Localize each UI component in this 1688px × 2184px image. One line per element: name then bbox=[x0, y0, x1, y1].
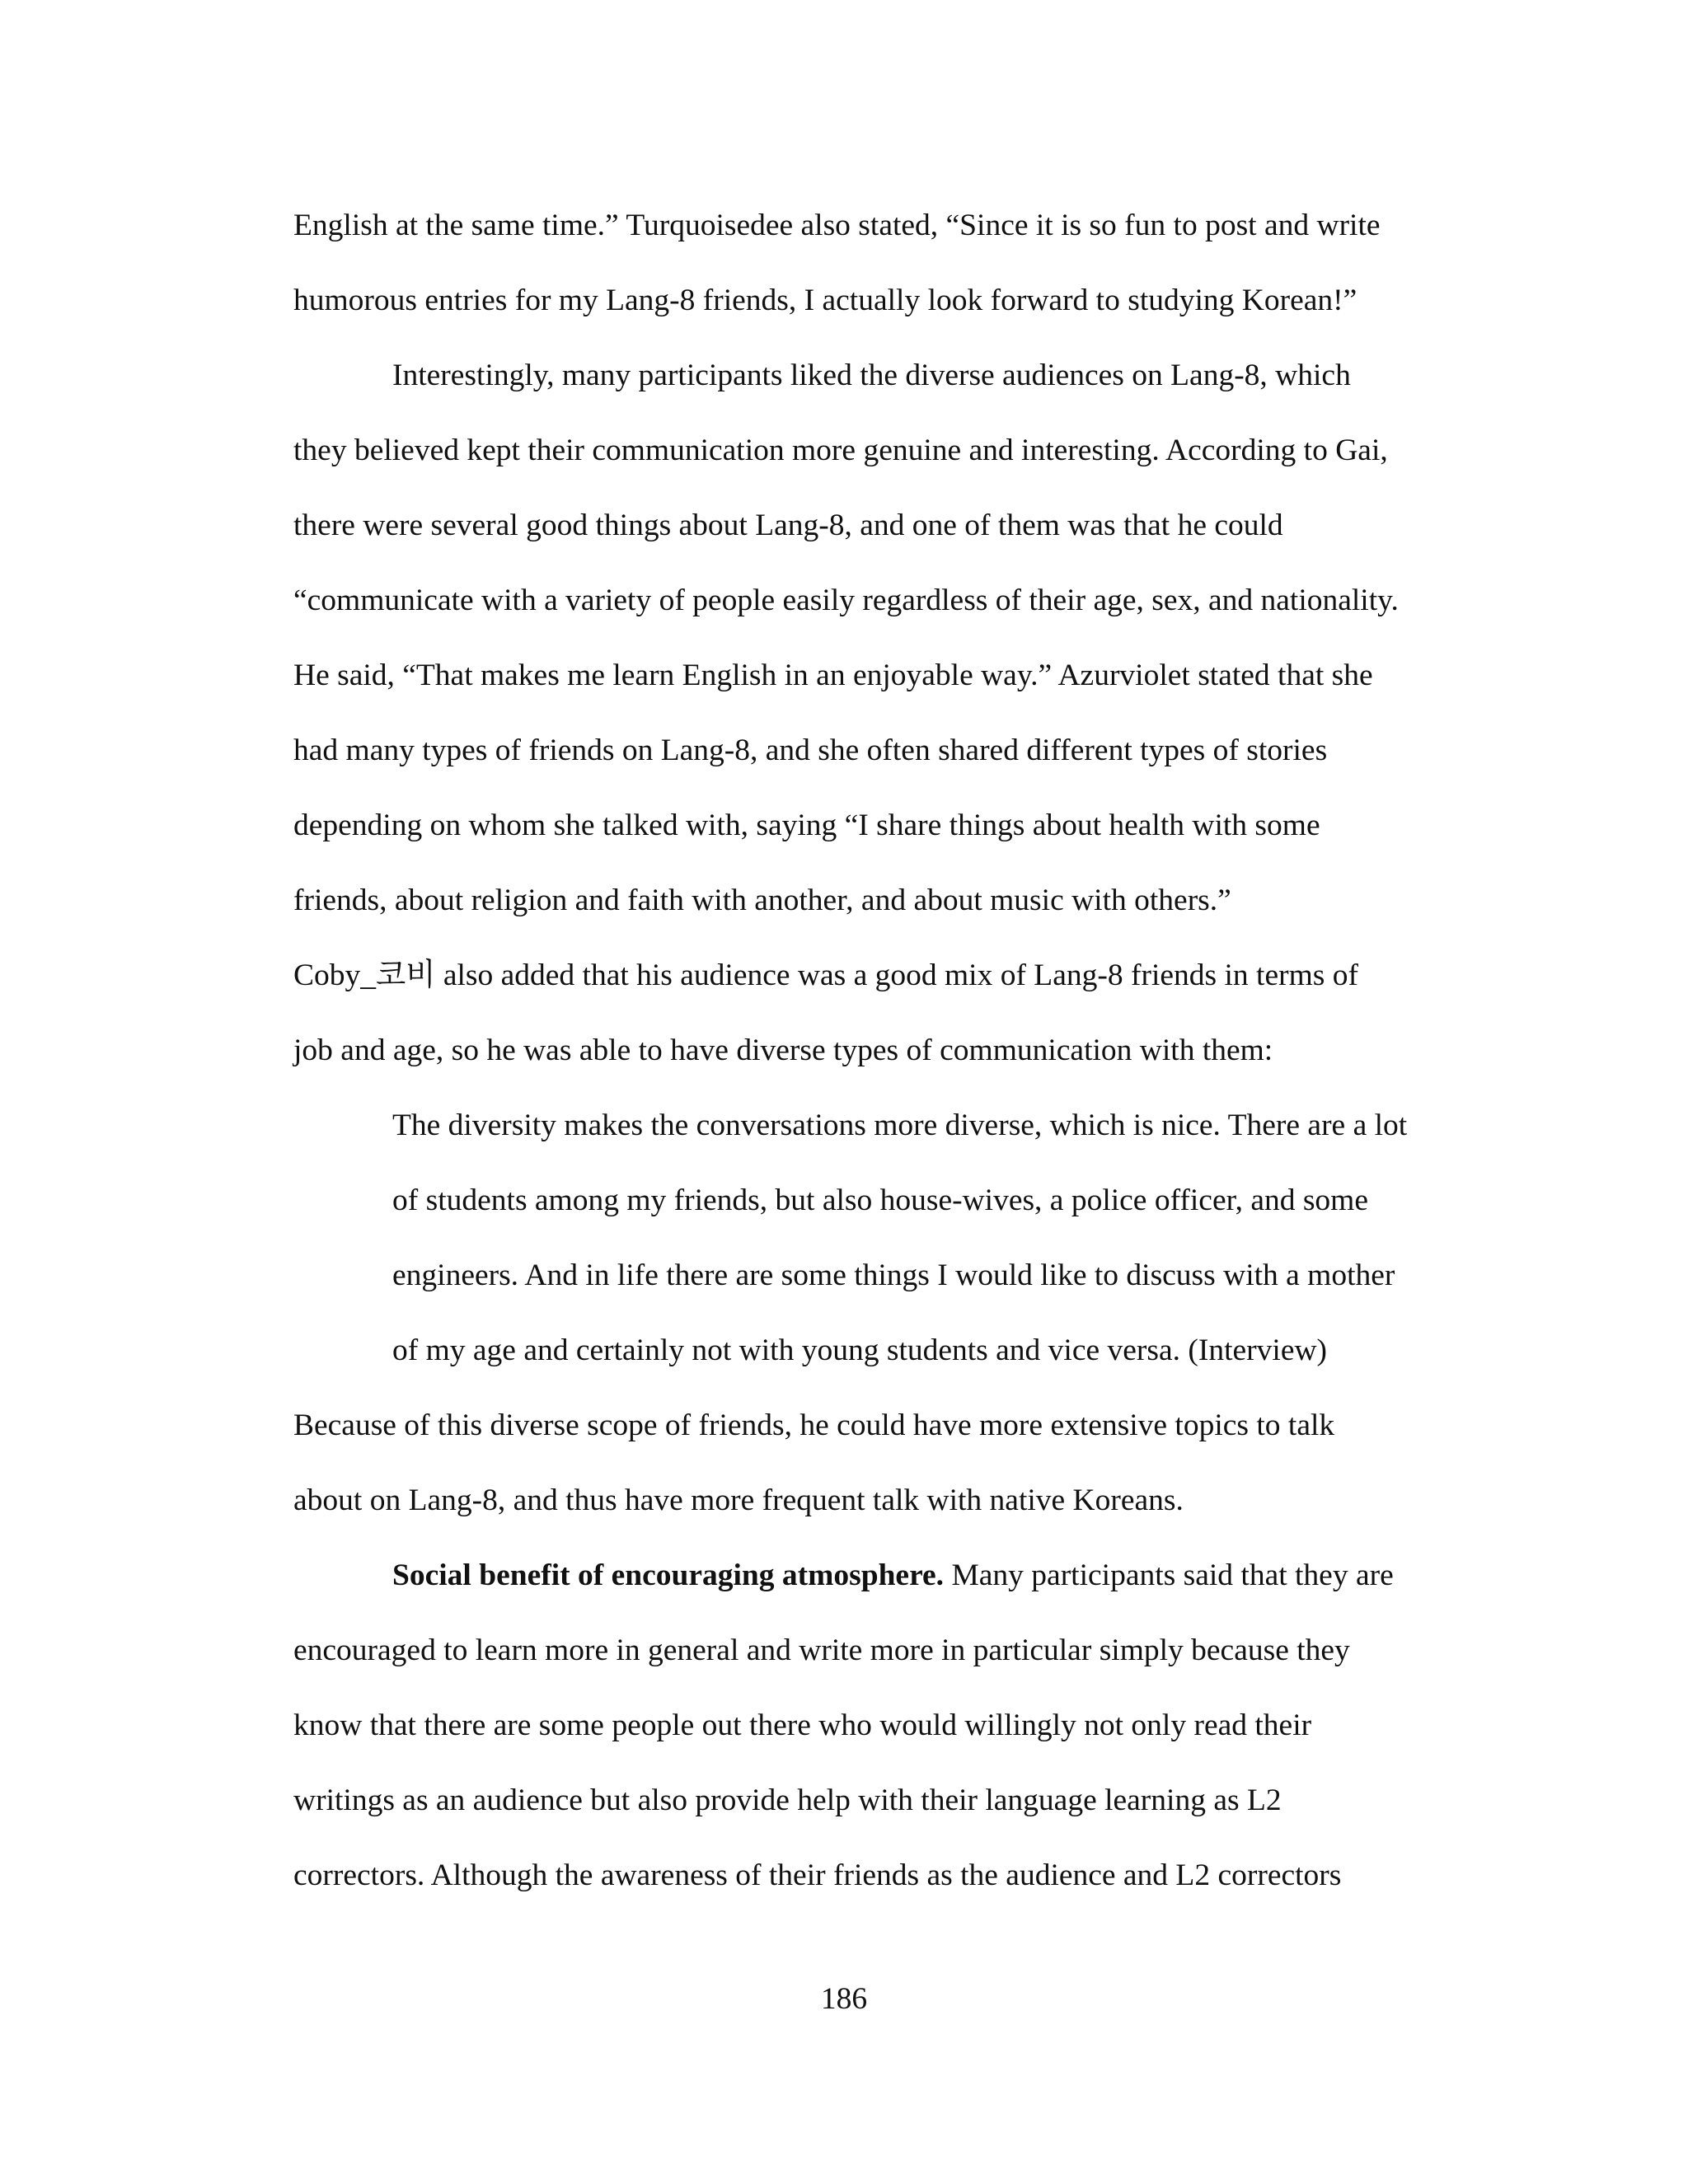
body-text bbox=[293, 188, 1464, 1913]
text-line: know that there are some people out there who would willingly not only read their bbox=[293, 1708, 1312, 1742]
page-number: 186 bbox=[820, 1982, 868, 2016]
section-heading: Social benefit of encouraging atmosphere. bbox=[392, 1558, 945, 1592]
quote-line: The diversity makes the conversations more diverse, which is nice. There are a lot bbox=[392, 1108, 1408, 1142]
section-first-line bbox=[293, 1538, 1464, 1613]
text-line: there were several good things about Lang-8, and one of them was that he could bbox=[293, 509, 1283, 542]
text-line: writings as an audience but also provide help with their language learning as L2 bbox=[293, 1783, 1282, 1817]
text-line: had many types of friends on Lang-8, and she often shared different types of stories bbox=[293, 733, 1328, 767]
section-first-line-rest: Many participants said that they are bbox=[944, 1558, 1394, 1592]
quote-line: of students among my friends, but also house-wives, a police officer, and some bbox=[392, 1183, 1368, 1217]
paragraph-start-line: Interestingly, many participants liked the diverse audiences on Lang-8, which bbox=[392, 359, 1351, 392]
text-line: Because of this diverse scope of friends, he could have more extensive topics to talk bbox=[293, 1408, 1335, 1442]
text-line: depending on whom she talked with, saying “I share things about health with some bbox=[293, 808, 1320, 842]
text-line: He said, “That makes me learn English in an enjoyable way.” Azurviolet stated that she bbox=[293, 658, 1373, 692]
text-line: correctors. Although the awareness of their friends as the audience and L2 correctors bbox=[293, 1858, 1342, 1892]
text-line: job and age, so he was able to have diverse types of communication with them: bbox=[293, 1033, 1273, 1067]
text-line: encouraged to learn more in general and write more in particular simply because they bbox=[293, 1633, 1350, 1667]
text-line: humorous entries for my Lang-8 friends, I actually look forward to studying Korean!” bbox=[293, 284, 1357, 317]
block-quote bbox=[293, 1088, 1464, 1388]
text-line: “communicate with a variety of people easily regardless of their age, sex, and nationality. bbox=[293, 583, 1399, 617]
text-line: about on Lang-8, and thus have more frequent talk with native Koreans. bbox=[293, 1483, 1184, 1517]
text-line: Coby_코비 also added that his audience was a good mix of Lang-8 friends in terms of bbox=[293, 958, 1358, 992]
text-line: English at the same time.” Turquoisedee also stated, “Since it is so fun to post and write bbox=[293, 209, 1381, 242]
quote-line: of my age and certainly not with young students and vice versa. (Interview) bbox=[392, 1333, 1328, 1367]
text-line: friends, about religion and faith with another, and about music with others.” bbox=[293, 883, 1231, 917]
quote-line: engineers. And in life there are some things I would like to discuss with a mother bbox=[392, 1258, 1395, 1292]
text-line: they believed kept their communication more genuine and interesting. According to Gai, bbox=[293, 434, 1388, 467]
